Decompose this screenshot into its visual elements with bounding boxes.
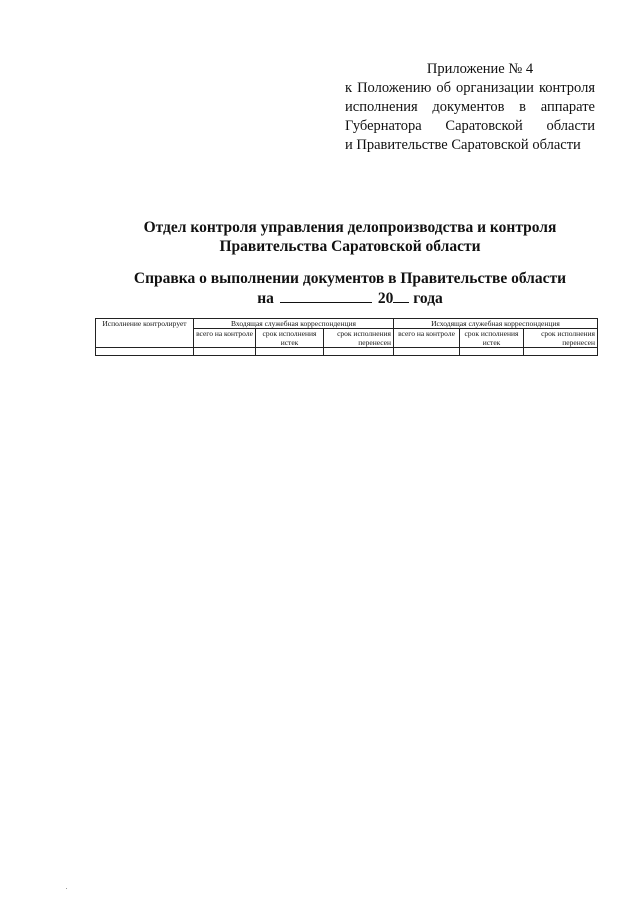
table-cell: [460, 348, 524, 356]
table-cell: [324, 348, 394, 356]
report-title: Справка о выполнении документов в Правительстве области: [133, 270, 567, 287]
table-cell: [194, 348, 256, 356]
year-prefix: 20: [377, 290, 394, 307]
report-date-line: [60, 288, 640, 308]
report-table: [95, 318, 598, 356]
header-incoming: Входящая служебная корреспонденция: [194, 319, 394, 329]
department-line: Правительства Саратовской области: [219, 238, 481, 255]
appendix-block: [345, 60, 595, 155]
appendix-line: Губернатора Саратовской области: [345, 118, 595, 134]
appendix-line: и Правительстве Саратовской области: [345, 137, 581, 153]
date-prefix: на: [257, 290, 274, 307]
table-row: [96, 348, 598, 356]
appendix-line: к Положению об организации контроля: [345, 80, 595, 96]
appendix-title: Приложение № 4: [426, 61, 534, 77]
date-blank: [280, 288, 372, 303]
table-cell: [96, 348, 194, 356]
header-outgoing-expired: срок исполнения истек: [460, 329, 524, 348]
table-header-row: [96, 319, 598, 329]
year-suffix: года: [413, 290, 443, 307]
header-outgoing-postponed: срок исполнения перенесен: [524, 329, 598, 348]
header-executor: Исполнение контролирует: [96, 319, 194, 348]
report-heading: [60, 269, 640, 308]
department-line: Отдел контроля управления делопроизводства и контроля: [143, 219, 557, 236]
header-incoming-postponed: срок исполнения перенесен: [324, 329, 394, 348]
header-outgoing: Исходящая служебная корреспонденция: [394, 319, 598, 329]
table-cell: [524, 348, 598, 356]
appendix-line: исполнения документов в аппарате: [345, 99, 595, 115]
header-outgoing-total: всего на контроле: [394, 329, 460, 348]
scan-speck: [66, 888, 67, 889]
department-heading: [60, 218, 640, 256]
year-blank: [393, 288, 409, 303]
table-cell: [394, 348, 460, 356]
header-incoming-total: всего на контроле: [194, 329, 256, 348]
header-incoming-expired: срок исполнения истек: [256, 329, 324, 348]
table-cell: [256, 348, 324, 356]
